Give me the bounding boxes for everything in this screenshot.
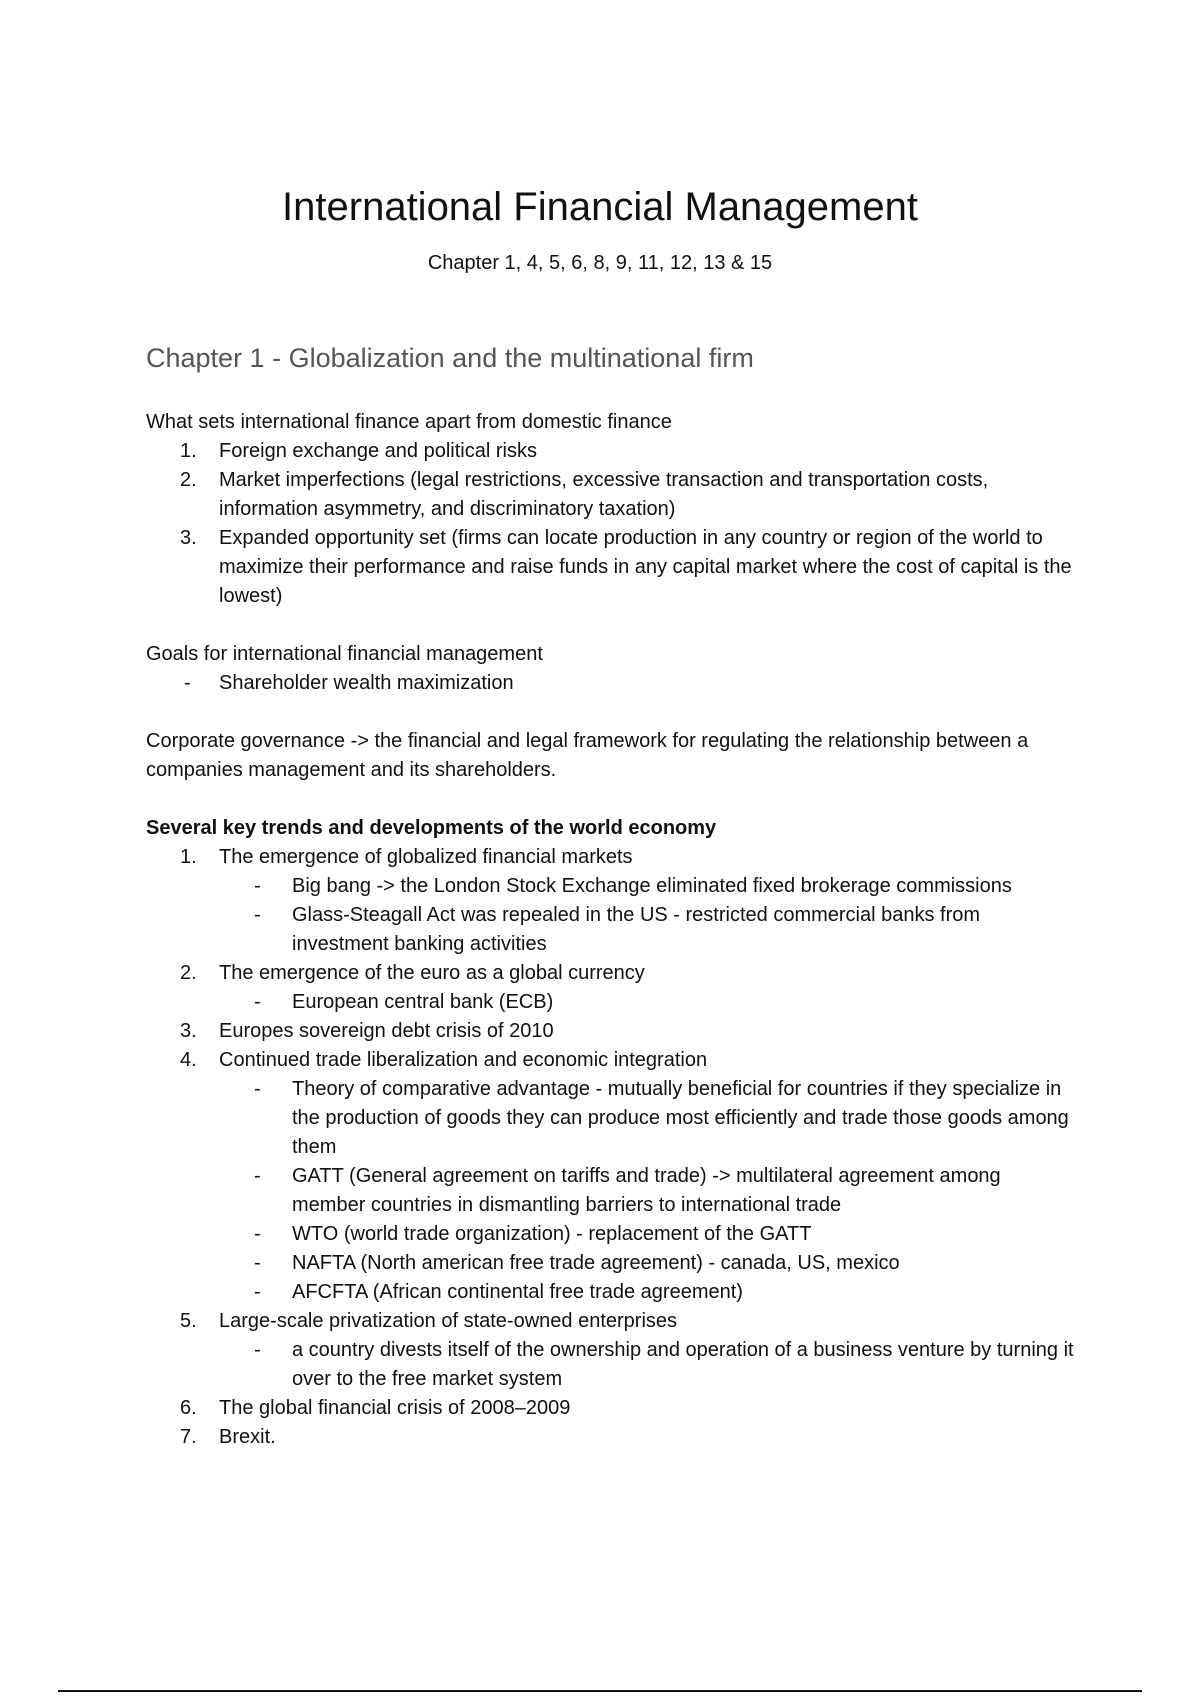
- list-item-text: The global financial crisis of 2008–2009: [219, 1397, 571, 1419]
- list-item-text: Large-scale privatization of state-owned enterprises: [219, 1310, 678, 1332]
- sub-list-item-text: Glass-Steagall Act was repealed in the US - restricted commercial banks from investment banking activities: [292, 904, 981, 955]
- list-item: [146, 524, 1076, 611]
- list-number: 5.: [180, 1310, 197, 1332]
- chapter-1-heading: Chapter 1 - Globalization and the multinational firm: [146, 343, 754, 373]
- sub-list-item: [146, 872, 1076, 901]
- list-number: 2.: [180, 962, 197, 984]
- sub-list-item: [146, 1162, 1076, 1220]
- list-item-text: Shareholder wealth maximization: [219, 672, 514, 694]
- document-title: International Financial Management: [282, 185, 918, 229]
- sub-list-item: [146, 988, 1076, 1017]
- list-item: [146, 1423, 1076, 1452]
- list-item: [146, 1046, 1076, 1075]
- document-subtitle: Chapter 1, 4, 5, 6, 8, 9, 11, 12, 13 & 15: [427, 252, 773, 274]
- dash-bullet: -: [254, 1223, 261, 1245]
- page-bottom-divider: [58, 1690, 1142, 1692]
- dash-bullet: -: [254, 1165, 261, 1187]
- numbered-list: [146, 437, 1076, 611]
- sub-list-item: [146, 1249, 1076, 1278]
- sub-list-item-text: Theory of comparative advantage - mutually beneficial for countries if they specialize in the production of goods they can produce most efficiently and trade those goods among them: [292, 1078, 1069, 1158]
- list-item-text: The emergence of globalized financial markets: [219, 846, 633, 868]
- section-goals: [146, 640, 1076, 698]
- list-item: [146, 1307, 1076, 1336]
- sub-list-item: [146, 1278, 1076, 1307]
- section-intro: What sets international finance apart from domestic finance: [146, 411, 672, 433]
- list-number: 1.: [180, 440, 197, 462]
- sub-list-item: [146, 1220, 1076, 1249]
- section-key-trends: [146, 814, 1076, 1452]
- list-item-text: Foreign exchange and political risks: [219, 440, 537, 462]
- sub-list-item: [146, 901, 1076, 959]
- list-item: [146, 843, 1076, 872]
- sub-list-item: [146, 1336, 1076, 1394]
- dash-bullet: -: [254, 991, 261, 1013]
- dash-bullet: -: [254, 1078, 261, 1100]
- list-item: [146, 437, 1076, 466]
- dash-bullet: -: [184, 672, 191, 694]
- dash-bullet: -: [254, 1252, 261, 1274]
- list-item: [146, 466, 1076, 524]
- list-item-text: Market imperfections (legal restrictions, excessive transaction and transportation costs, information asymmetry, and discriminatory taxation): [219, 469, 989, 520]
- list-item-text: Expanded opportunity set (firms can locate production in any country or region of the world to maximize their performance and raise funds in any capital market where the cost of capital is the lowest): [219, 527, 1072, 607]
- list-number: 1.: [180, 846, 197, 868]
- list-item: [146, 669, 1076, 698]
- list-number: 7.: [180, 1426, 197, 1448]
- section-corporate-governance: [146, 727, 1076, 785]
- list-item: [146, 959, 1076, 988]
- list-item-text: Brexit.: [219, 1426, 276, 1448]
- dash-bullet: -: [254, 904, 261, 926]
- section-international-vs-domestic: [146, 408, 1076, 611]
- paragraph: Corporate governance -> the financial and legal framework for regulating the relationship between a companies management and its shareholders.: [146, 730, 1029, 781]
- list-number: 4.: [180, 1049, 197, 1071]
- section-intro: Goals for international financial management: [146, 643, 543, 665]
- list-item-text: Europes sovereign debt crisis of 2010: [219, 1020, 554, 1042]
- sub-list-item-text: AFCFTA (African continental free trade agreement): [292, 1281, 743, 1303]
- list-item: [146, 1394, 1076, 1423]
- list-item: [146, 1017, 1076, 1046]
- list-number: 2.: [180, 469, 197, 491]
- sub-list-item-text: European central bank (ECB): [292, 991, 554, 1013]
- list-item-text: Continued trade liberalization and economic integration: [219, 1049, 708, 1071]
- sub-list-item-text: a country divests itself of the ownership and operation of a business venture by turning it over to the free market system: [292, 1339, 1074, 1390]
- list-number: 3.: [180, 527, 197, 549]
- dash-bullet: -: [254, 1281, 261, 1303]
- list-number: 6.: [180, 1397, 197, 1419]
- numbered-list: [146, 843, 1076, 1452]
- document-body: [146, 340, 1076, 1481]
- dash-bullet: -: [254, 1339, 261, 1361]
- dash-bullet: -: [254, 875, 261, 897]
- sub-list-item-text: NAFTA (North american free trade agreement) - canada, US, mexico: [292, 1252, 900, 1274]
- sub-list-item-text: WTO (world trade organization) - replacement of the GATT: [292, 1223, 812, 1245]
- list-number: 3.: [180, 1020, 197, 1042]
- bullet-list: [146, 669, 1076, 698]
- sub-list-item: [146, 1075, 1076, 1162]
- list-item-text: The emergence of the euro as a global currency: [219, 962, 645, 984]
- sub-list-item-text: Big bang -> the London Stock Exchange eliminated fixed brokerage commissions: [292, 875, 1012, 897]
- sub-list-item-text: GATT (General agreement on tariffs and trade) -> multilateral agreement among member countries in dismantling barriers to international trade: [292, 1165, 1001, 1216]
- section-heading: Several key trends and developments of the world economy: [146, 817, 717, 839]
